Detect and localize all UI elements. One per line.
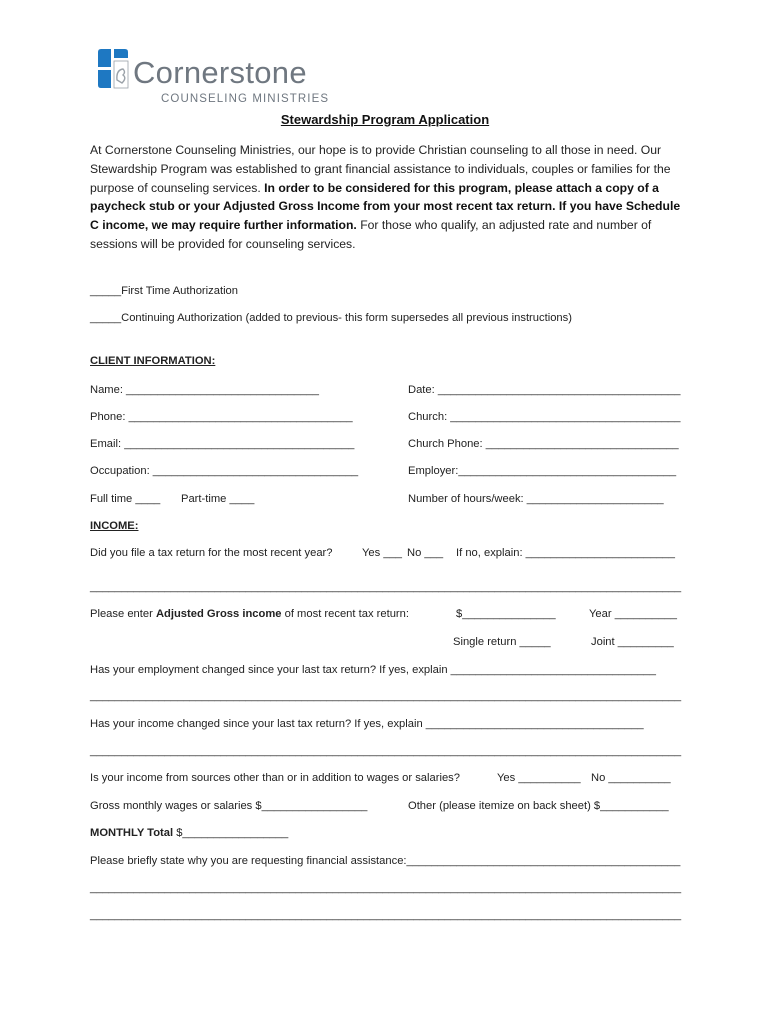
employment-explain-line[interactable]: _______________________________________________________________________________________________: [90, 690, 682, 702]
agi-amount-field[interactable]: $_______________: [456, 608, 556, 620]
church-field[interactable]: Church: _____________________________________: [408, 411, 681, 423]
intro-text: At Cornerstone Counseling Ministries, our hope is to provide Christian counseling to all those in need. Our Stewardship Program was established to grant financial assistance to individuals, couples or families for the purpose of counseling services.: [90, 143, 671, 195]
email-field[interactable]: Email: _____________________________________: [90, 438, 355, 450]
income-changed-field[interactable]: Has your income changed since your last tax return? If yes, explain ___________________________________: [90, 718, 644, 730]
single-return-field[interactable]: Single return _____: [453, 636, 551, 648]
client-information-heading: CLIENT INFORMATION:: [90, 355, 216, 367]
logo-icon: [96, 48, 130, 90]
name-field[interactable]: Name: _______________________________: [90, 384, 319, 396]
joint-field[interactable]: Joint _________: [591, 636, 674, 648]
reason-field[interactable]: Please briefly state why you are requesting financial assistance:____________________________________________: [90, 855, 681, 867]
other-sources-yes-field[interactable]: Yes __________: [497, 772, 581, 784]
reason-line-1[interactable]: _______________________________________________________________________________________________: [90, 882, 682, 894]
reason-line-2[interactable]: _______________________________________________________________________________________________: [90, 909, 682, 921]
agi-label: [90, 607, 409, 621]
explain-line[interactable]: _______________________________________________________________________________________________: [90, 581, 682, 593]
year-field[interactable]: Year __________: [589, 608, 677, 620]
monthly-total-field[interactable]: [90, 826, 288, 840]
other-itemize-field[interactable]: Other (please itemize on back sheet) $___________: [408, 800, 669, 812]
tax-return-yes-field[interactable]: Yes ___: [362, 547, 403, 559]
other-sources-no-field[interactable]: No __________: [591, 772, 671, 784]
agi-label-start: Please enter: [90, 608, 156, 620]
first-time-authorization-field[interactable]: _____First Time Authorization: [90, 285, 238, 297]
income-heading: INCOME:: [90, 520, 139, 532]
intro-paragraph: [90, 141, 690, 254]
date-field[interactable]: Date: _______________________________________: [408, 384, 681, 396]
church-phone-field[interactable]: Church Phone: _______________________________: [408, 438, 679, 450]
employer-field[interactable]: Employer:___________________________________: [408, 465, 677, 477]
part-time-field[interactable]: Part-time ____: [181, 493, 255, 505]
tax-return-question: Did you file a tax return for the most recent year?: [90, 547, 333, 559]
occupation-field[interactable]: Occupation: _________________________________: [90, 465, 359, 477]
income-explain-line[interactable]: _______________________________________________________________________________________________: [90, 745, 682, 757]
hours-per-week-field[interactable]: Number of hours/week: ______________________: [408, 493, 664, 505]
tax-return-explain-field[interactable]: If no, explain: ________________________: [456, 547, 675, 559]
phone-field[interactable]: Phone: ____________________________________: [90, 411, 353, 423]
employment-changed-field[interactable]: Has your employment changed since your last tax return? If yes, explain _________________________________: [90, 664, 656, 676]
page-title: Stewardship Program Application: [280, 112, 490, 127]
intro-bold-text: In order to be considered for this program, please attach a copy of a paycheck stub or your Adjusted Gross Income from your most recent tax return. If you have Schedule C income, we may require further information.: [90, 180, 681, 233]
agi-label-bold: Adjusted Gross income: [155, 608, 282, 620]
logo-name: Cornerstone: [133, 55, 307, 90]
tax-return-no-field[interactable]: No ___: [407, 547, 444, 559]
intro-text-end: For those who qualify, an adjusted rate and number of sessions will be provided for counseling services.: [90, 218, 652, 251]
other-sources-question: Is your income from sources other than or in addition to wages or salaries?: [90, 772, 460, 784]
agi-label-end: of most recent tax return:: [281, 608, 409, 620]
monthly-total-label: MONTHLY Total: [90, 827, 174, 839]
monthly-total-blank: $_________________: [173, 827, 289, 839]
logo-tagline: COUNSELING MINISTRIES: [161, 93, 330, 105]
continuing-authorization-field[interactable]: _____Continuing Authorization (added to previous- this form supersedes all previous instructions): [90, 312, 572, 324]
full-time-field[interactable]: Full time ____: [90, 493, 161, 505]
gross-monthly-field[interactable]: Gross monthly wages or salaries $_________________: [90, 800, 368, 812]
